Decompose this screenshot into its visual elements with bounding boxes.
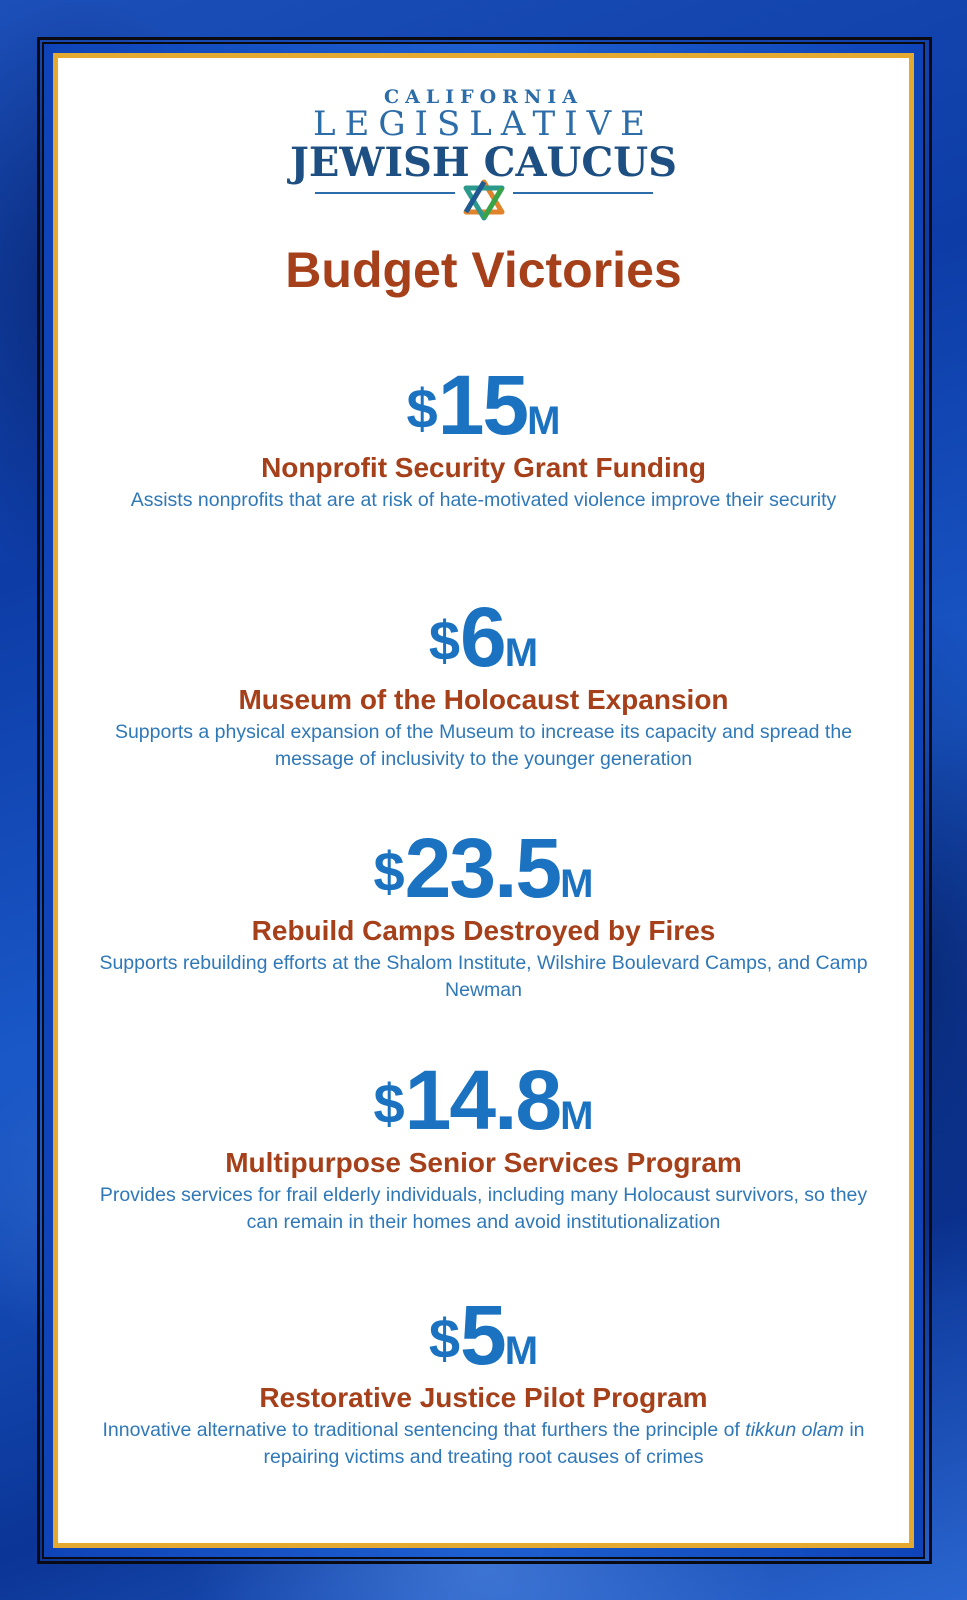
- content-panel: [53, 53, 914, 1548]
- budget-description: Provides services for frail elderly individuals, including many Holocaust survivors, so they can remain in their homes and avoid institutionalization: [99, 1184, 868, 1233]
- budget-amount: [58, 821, 909, 915]
- amount-number: 5: [460, 1288, 505, 1382]
- budget-description: Supports a physical expansion of the Museum to increase its capacity and spread the message of inclusivity to the younger generation: [114, 721, 853, 770]
- description-text: in repairing victims and treating root causes of crimes: [263, 1419, 865, 1468]
- amount-unit: M: [560, 1094, 594, 1138]
- budget-heading: Nonprofit Security Grant Funding: [261, 452, 706, 483]
- budget-heading: Restorative Justice Pilot Program: [259, 1382, 708, 1413]
- amount-number: 23.5: [404, 821, 561, 915]
- budget-heading: Rebuild Camps Destroyed by Fires: [251, 915, 716, 946]
- budget-description: Assists nonprofits that are at risk of hate-motivated violence improve their security: [130, 489, 837, 511]
- logo-line-california: CALIFORNIA: [384, 86, 583, 108]
- currency-symbol: $: [406, 377, 438, 440]
- caucus-logo: [58, 86, 909, 224]
- budget-item: [58, 1053, 909, 1236]
- budget-heading: Multipurpose Senior Services Program: [225, 1147, 742, 1178]
- budget-item: [58, 358, 909, 514]
- currency-symbol: $: [373, 1072, 405, 1135]
- logo-line-jewish-caucus: JEWISH CAUCUS: [289, 139, 677, 186]
- budget-item: [58, 821, 909, 1004]
- currency-symbol: $: [428, 609, 461, 672]
- budget-description: Supports rebuilding efforts at the Shalom Institute, Wilshire Boulevard Camps, and Camp Newman: [99, 952, 868, 1001]
- description-text: Innovative alternative to traditional sentencing that furthers the principle of: [102, 1419, 740, 1441]
- amount-number: 6: [460, 590, 505, 684]
- budget-item: [58, 1288, 909, 1471]
- amount-unit: M: [504, 631, 539, 675]
- budget-amount: [58, 590, 909, 684]
- budget-heading: Museum of the Holocaust Expansion: [238, 684, 729, 715]
- logo-rule-left: [315, 192, 455, 194]
- amount-unit: M: [504, 1329, 539, 1373]
- currency-symbol: $: [428, 1307, 461, 1370]
- logo-rule-right: [513, 192, 653, 194]
- budget-amount: [58, 358, 909, 452]
- page-title: Budget Victories: [285, 242, 682, 298]
- logo-rule: [315, 184, 653, 224]
- budget-amount: [58, 1288, 909, 1382]
- description-italic-term: tikkun olam: [745, 1419, 844, 1441]
- budget-description: [84, 1417, 884, 1471]
- currency-symbol: $: [373, 840, 405, 903]
- star-of-david-icon: [460, 178, 508, 222]
- budget-item: [58, 590, 909, 773]
- amount-unit: M: [527, 399, 561, 443]
- budget-amount: [58, 1053, 909, 1147]
- amount-unit: M: [560, 862, 594, 906]
- amount-number: 15: [437, 358, 528, 452]
- amount-number: 14.8: [404, 1053, 561, 1147]
- logo-line-legislative: LEGISLATIVE: [312, 104, 655, 144]
